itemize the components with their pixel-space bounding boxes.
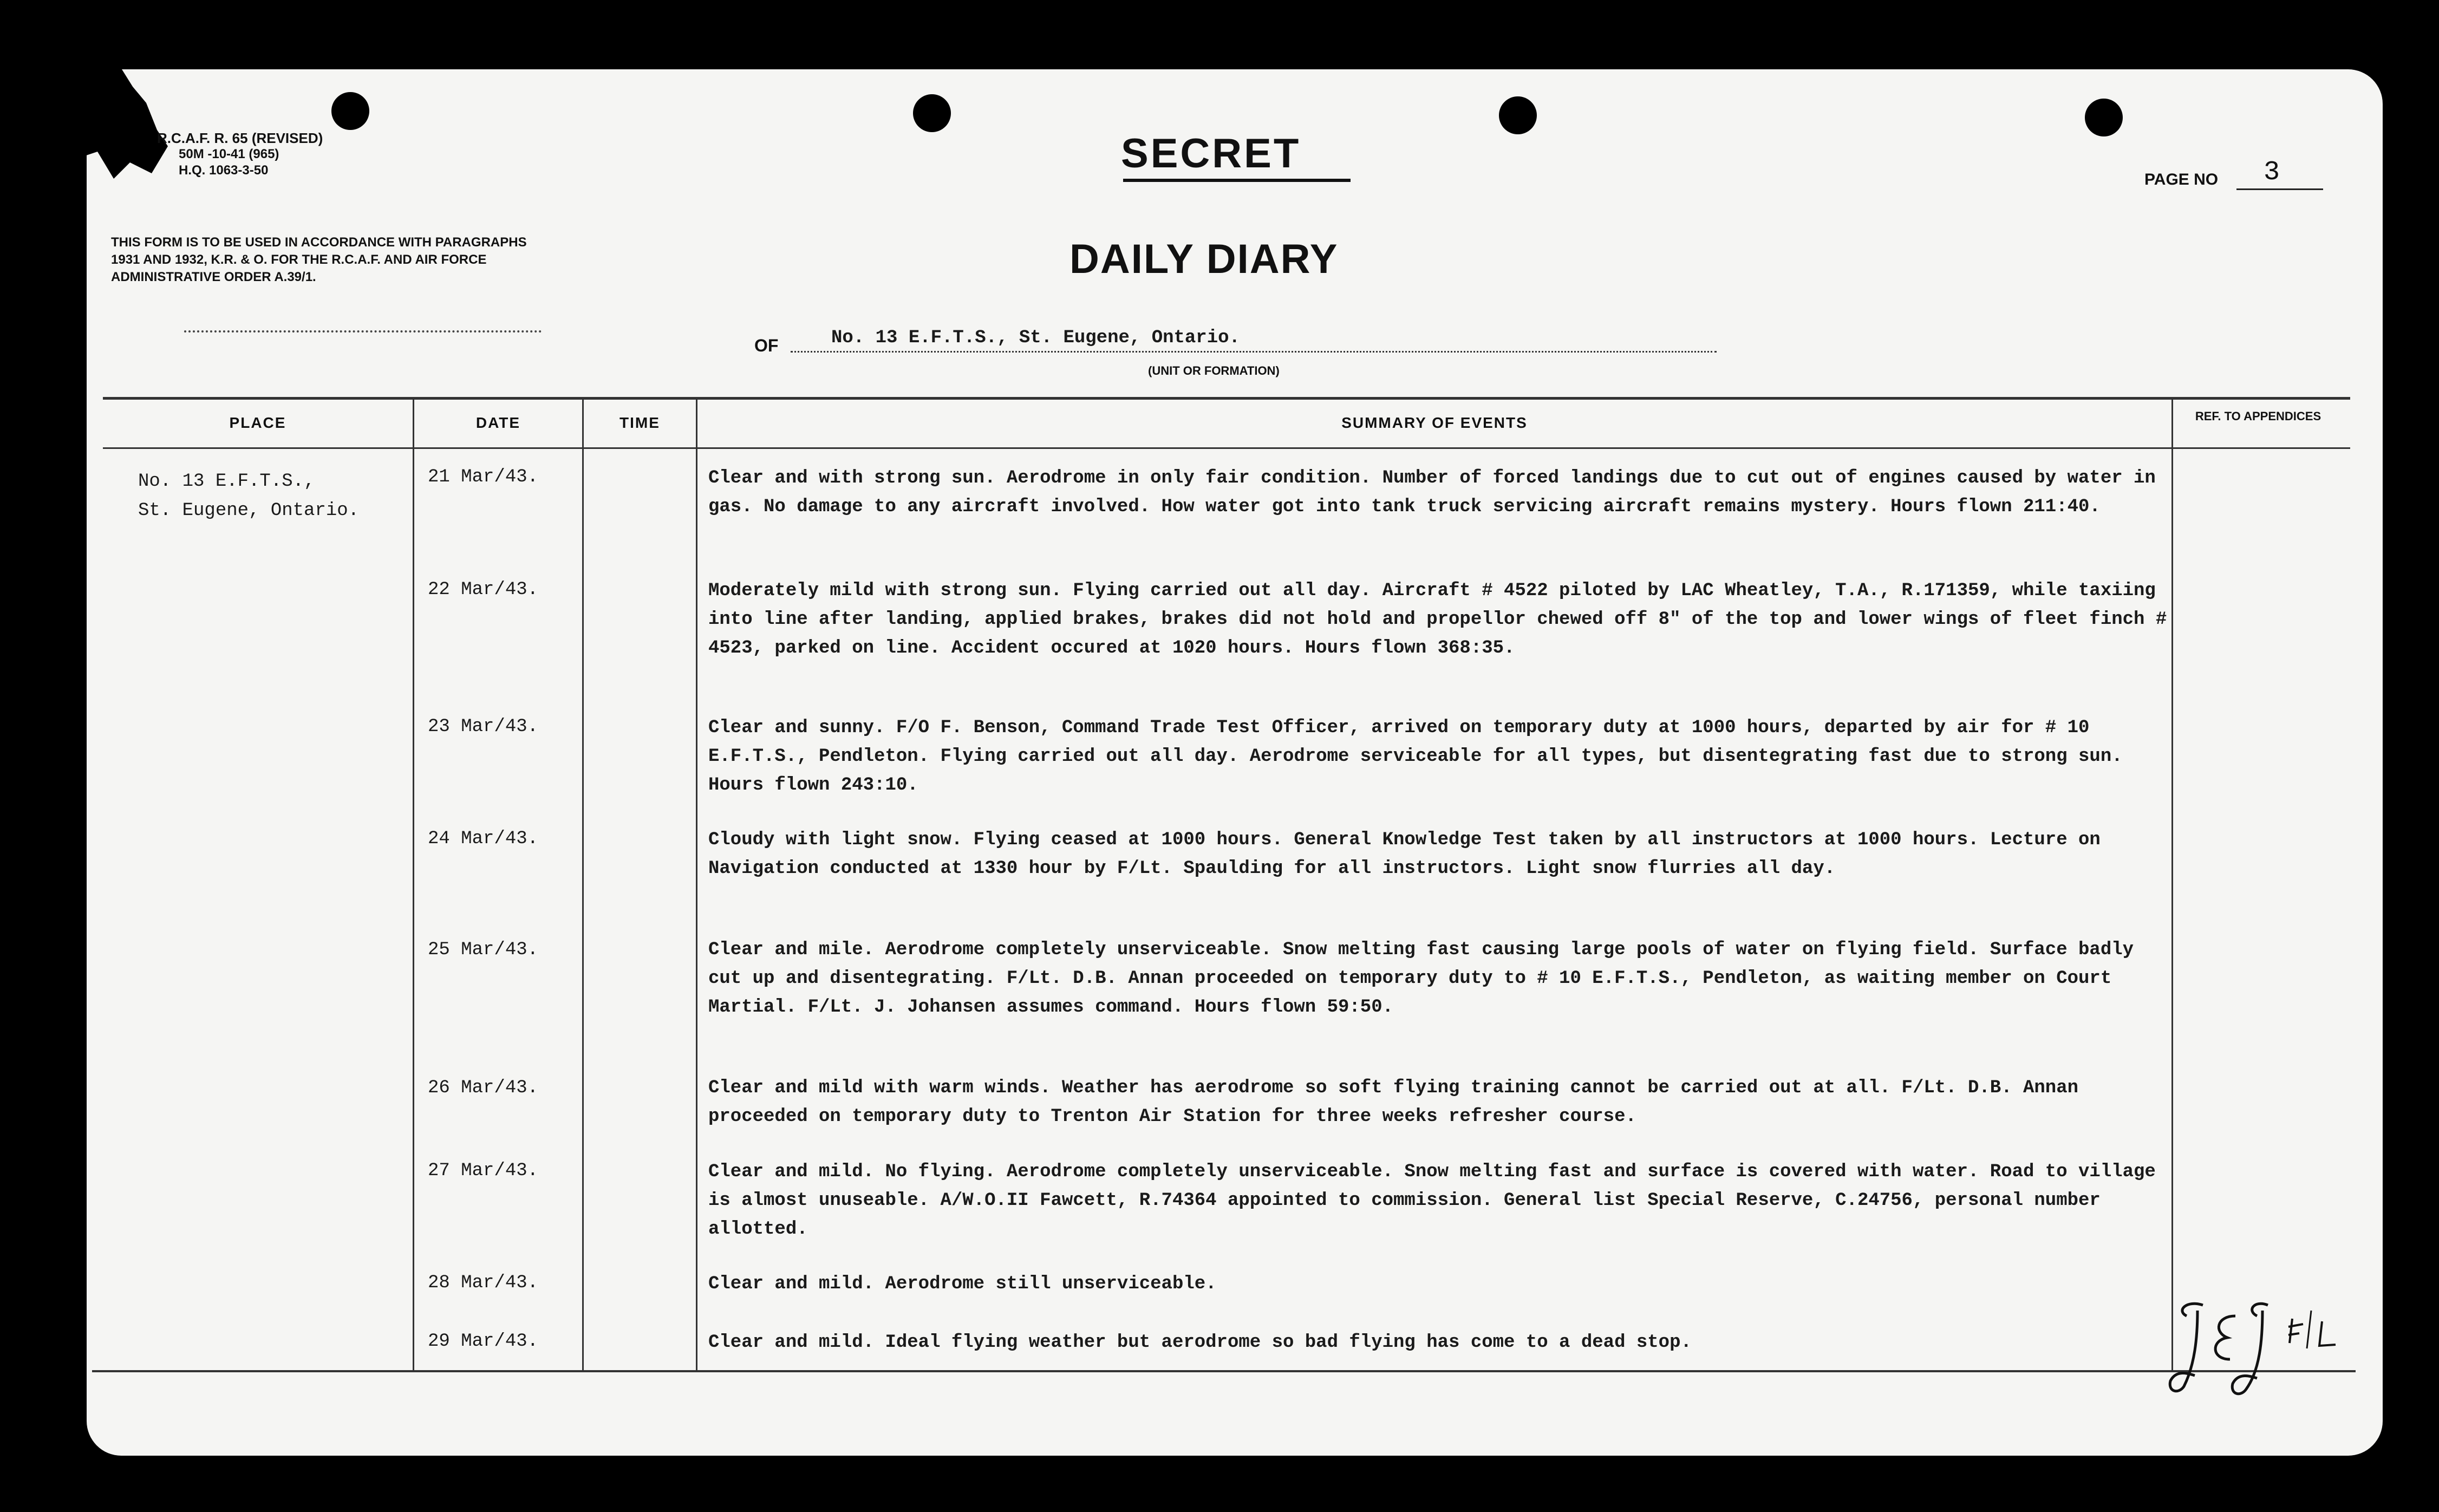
- table-top-border: [103, 397, 2350, 400]
- date-cell: 27 Mar/43.: [428, 1161, 539, 1181]
- table-header-divider: [103, 447, 2350, 449]
- column-header-ref: REF. TO APPENDICES: [2195, 409, 2321, 423]
- date-cell: 23 Mar/43.: [428, 716, 539, 737]
- table-bottom-border: [92, 1370, 2356, 1372]
- form-code: [157, 130, 374, 179]
- date-cell: 28 Mar/43.: [428, 1273, 539, 1293]
- form-code-line: H.Q. 1063-3-50: [179, 163, 269, 178]
- of-label: OF: [754, 336, 779, 355]
- summary-entry: Clear and mild. Aerodrome still unserviceable.: [708, 1274, 1217, 1294]
- summary-entry: Moderately mild with strong sun. Flying carried out all day. Aircraft # 4522 piloted by LAC Wheatley, T.A., R.171359, while taxiing into line after landing, applied brakes, brakes did not hold and propellor chewed off 8" of the top and lower wings of fleet finch # 4523, parked on line. Accident occured at 1020 hours. Hours flown 368:35.: [708, 581, 2167, 659]
- punch-hole: [1499, 96, 1537, 134]
- classification-underline: [1123, 179, 1351, 182]
- column-divider: [413, 397, 414, 1372]
- handwritten-signature: [2165, 1294, 2349, 1403]
- punch-hole: [331, 92, 369, 130]
- page-number-line: [2236, 188, 2323, 190]
- date-cell: 26 Mar/43.: [428, 1078, 539, 1098]
- page-number-label: PAGE NO: [2144, 171, 2219, 188]
- unit-caption: (UNIT OR FORMATION): [1148, 364, 1280, 377]
- form-instructions: THIS FORM IS TO BE USED IN ACCORDANCE WITH PARAGRAPHS 1931 AND 1932, K.R. & O. FOR THE R.C.A.F. AND AIR FORCE ADMINISTRATIVE ORDER A.39/1.: [111, 235, 527, 284]
- summary-entry: Clear and mild. Ideal flying weather but aerodrome so bad flying has come to a dead stop.: [708, 1332, 1692, 1353]
- form-code-line: R.C.A.F. R. 65 (REVISED): [157, 130, 323, 146]
- date-cell: 22 Mar/43.: [428, 579, 539, 600]
- summary-entry: Clear and mild. No flying. Aerodrome completely unserviceable. Snow melting fast and surface is covered with water. Road to village is almost unuseable. A/W.O.II Fawcett, R.74364 appointed to commission. General list Special Reserve, C.24756, personal number allotted.: [708, 1162, 2156, 1240]
- punch-hole: [913, 94, 951, 132]
- page-title: DAILY DIARY: [1069, 236, 1339, 282]
- form-code-line: 50M -10-41 (965): [179, 147, 279, 161]
- summary-entry: Clear and with strong sun. Aerodrome in only fair condition. Number of forced landings due to cut out of engines caused by water in gas. No damage to any aircraft involved. How water got into tank truck servicing aircraft remains mystery. Hours flown 211:40.: [708, 468, 2156, 517]
- summary-entry: Clear and sunny. F/O F. Benson, Command Trade Test Officer, arrived on temporary duty at 1000 hours, departed by air for # 10 E.F.T.S., Pendleton. Flying carried out all day. Aerodrome serviceable for all types, but disentegrating fast due to strong sun. Hours flown 243:10.: [708, 718, 2123, 796]
- column-header-place: PLACE: [229, 414, 286, 431]
- column-header-time: TIME: [619, 414, 660, 431]
- summary-entry: Clear and mile. Aerodrome completely unserviceable. Snow melting fast causing large pools of water on flying field. Surface badly cut up and disentegrating. F/Lt. D.B. Annan proceeded on temporary duty to # 10 E.F.T.S., Pendleton, as waiting member on Court Martial. F/Lt. J. Johansen assumes command. Hours flown 59:50.: [708, 940, 2134, 1018]
- page-number-value: 3: [2264, 157, 2280, 188]
- unit-name: No. 13 E.F.T.S., St. Eugene, Ontario.: [831, 328, 1240, 348]
- summary-entry: Cloudy with light snow. Flying ceased at 1000 hours. General Knowledge Test taken by all instructors at 1000 hours. Lecture on Navigation conducted at 1330 hour by F/Lt. Spaulding for all instructors. Light snow flurries all day.: [708, 830, 2101, 879]
- dotted-line: [184, 330, 542, 333]
- date-cell: 21 Mar/43.: [428, 467, 539, 487]
- column-divider: [582, 397, 584, 1372]
- summary-entry: Clear and mild with warm winds. Weather has aerodrome so soft flying training cannot be carried out at all. F/Lt. D.B. Annan proceeded on temporary duty to Trenton Air Station for three weeks refresher course.: [708, 1078, 2079, 1127]
- unit-line: [791, 351, 1717, 353]
- date-cell: 29 Mar/43.: [428, 1331, 539, 1352]
- date-cell: 24 Mar/43.: [428, 829, 539, 849]
- column-header-summary: SUMMARY OF EVENTS: [1341, 414, 1528, 431]
- place-cell: No. 13 E.F.T.S., St. Eugene, Ontario.: [138, 471, 360, 521]
- column-header-date: DATE: [475, 414, 521, 431]
- column-divider: [696, 397, 697, 1372]
- punch-hole: [2085, 99, 2123, 136]
- column-divider: [2171, 397, 2173, 1372]
- classification-heading: SECRET: [1121, 131, 1301, 177]
- date-cell: 25 Mar/43.: [428, 940, 539, 960]
